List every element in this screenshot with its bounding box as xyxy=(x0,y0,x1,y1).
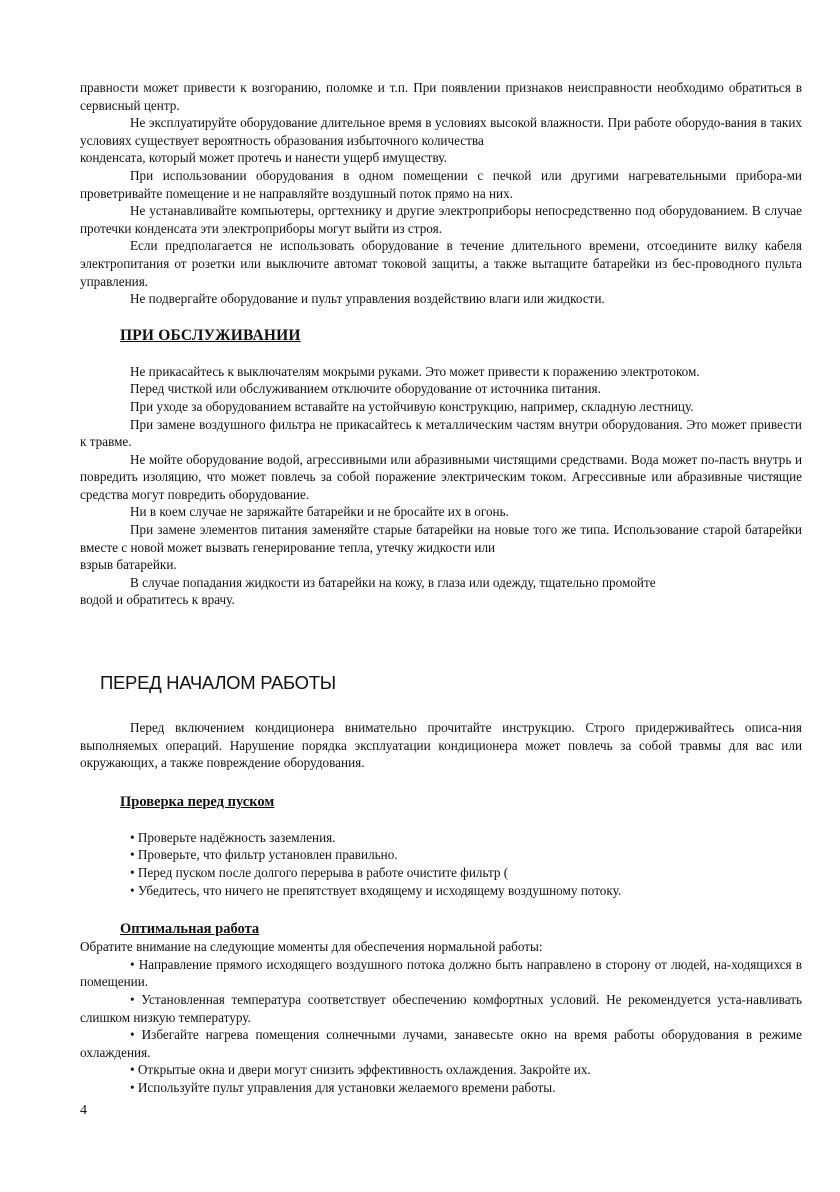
list-item: • Открытые окна и двери могут снизить эффективность охлаждения. Закройте их. xyxy=(130,1062,591,1078)
paragraph: Ни в коем случае не заряжайте батарейки и не бросайте их в огонь. xyxy=(130,504,509,520)
page-number: 4 xyxy=(80,1103,87,1118)
paragraph: правности может привести к возгоранию, поломке и т.п. При появлении признаков неисправности необходимо обратиться в сервисный центр. xyxy=(80,80,802,113)
paragraph: Перед чисткой или обслуживанием отключите оборудование от источника питания. xyxy=(130,381,601,397)
paragraph: При использовании оборудования в одном помещении с печкой или другими нагревательными прибора-ми проветривайте помещение и не направляйте воздушный поток прямо на них. xyxy=(80,167,802,201)
list-item: • Проверьте надёжность заземления. xyxy=(130,829,336,845)
paragraph: Обратите внимание на следующие моменты для обеспечения нормальной работы: xyxy=(80,939,543,955)
paragraph: При замене элементов питания заменяйте старые батарейки на новые того же типа. Использование старой батарейки вместе с новой может вызвать генерирование тепла, утечку жидкости или xyxy=(80,522,802,555)
check-list xyxy=(80,829,802,899)
section-heading-maintenance: ПРИ ОБСЛУЖИВАНИИ xyxy=(120,326,301,344)
paragraph: Не устанавливайте компьютеры, оргтехнику и другие электроприборы непосредственно под оборудованием. В случае протечки конденсата эти электроприборы могут выйти из строя. xyxy=(80,203,802,236)
paragraph: При замене воздушного фильтра не прикасайтесь к металлическим частям внутри оборудования. Это может привести к травме. xyxy=(80,416,802,450)
list-item: • Проверьте, что фильтр установлен правильно. xyxy=(130,847,398,863)
paragraph: водой и обратитесь к врачу. xyxy=(80,592,235,608)
paragraph: Не мойте оборудование водой, агрессивными или абразивными чистящими средствами. Вода может по-пасть внутрь и повредить изоляцию, что может повлечь за собой поражение электрическим током. Агрессивные или абразивные чистящие средства могут повредить оборудование. xyxy=(80,451,802,502)
paragraph: Если предполагается не использовать оборудование в течение длительного времени, отсоедините вилку кабеля электропитания от розетки или выключите автомат токовой защиты, а также вытащите батарейки из бес-проводного пульта управления. xyxy=(80,238,802,289)
paragraph: Не эксплуатируйте оборудование длительное время в условиях высокой влажности. При работе оборудо-вания в таких условиях существует вероятность образования избыточного количества xyxy=(80,115,802,148)
list-item: • Установленная температура соответствует обеспечению комфортных условий. Не рекомендуется уста-навливать слишком низкую температуру. xyxy=(80,991,802,1025)
paragraph: Не прикасайтесь к выключателям мокрыми руками. Это может привести к поражению электротоком. xyxy=(130,363,700,379)
list-item: • Убедитесь, что ничего не препятствует входящему и исходящему воздушному потоку. xyxy=(130,882,622,898)
paragraph: В случае попадания жидкости из батарейки на кожу, в глаза или одежду, тщательно промойте xyxy=(130,574,656,590)
paragraph: Перед включением кондиционера внимательно прочитайте инструкцию. Строго придерживайтесь описа-ния выполняемых операций. Нарушение порядка эксплуатации кондиционера может повлечь за собой травмы для вас или окружающих, а также повреждение оборудования. xyxy=(80,720,802,771)
paragraph: конденсата, который может протечь и нанести ущерб имуществу. xyxy=(80,150,447,166)
paragraph: взрыв батарейки. xyxy=(80,557,177,573)
intro-section xyxy=(80,79,802,308)
list-item: • Направление прямого исходящего воздушного потока должно быть направлено в сторону от людей, на-ходящихся в помещении. xyxy=(80,956,802,990)
subheading-check: Проверка перед пуском xyxy=(120,793,275,810)
optimal-list xyxy=(80,956,802,1097)
paragraph: При уходе за оборудованием вставайте на устойчивую конструкцию, например, складную лестницу. xyxy=(130,398,694,414)
maintenance-section xyxy=(80,363,802,609)
list-item: • Используйте пульт управления для установки желаемого времени работы. xyxy=(130,1079,556,1095)
list-item: • Перед пуском после долгого перерыва в работе очистите фильтр ( xyxy=(130,865,509,880)
document-page xyxy=(80,79,802,1097)
chapter-heading-before-start: ПЕРЕД НАЧАЛОМ РАБОТЫ xyxy=(100,672,336,694)
list-item: • Избегайте нагрева помещения солнечными лучами, занавесьте окно на время работы оборудования в режиме охлаждения. xyxy=(80,1027,802,1060)
subheading-optimal: Оптимальная работа xyxy=(120,921,260,938)
paragraph: Не подвергайте оборудование и пульт управления воздействию влаги или жидкости. xyxy=(130,291,605,307)
